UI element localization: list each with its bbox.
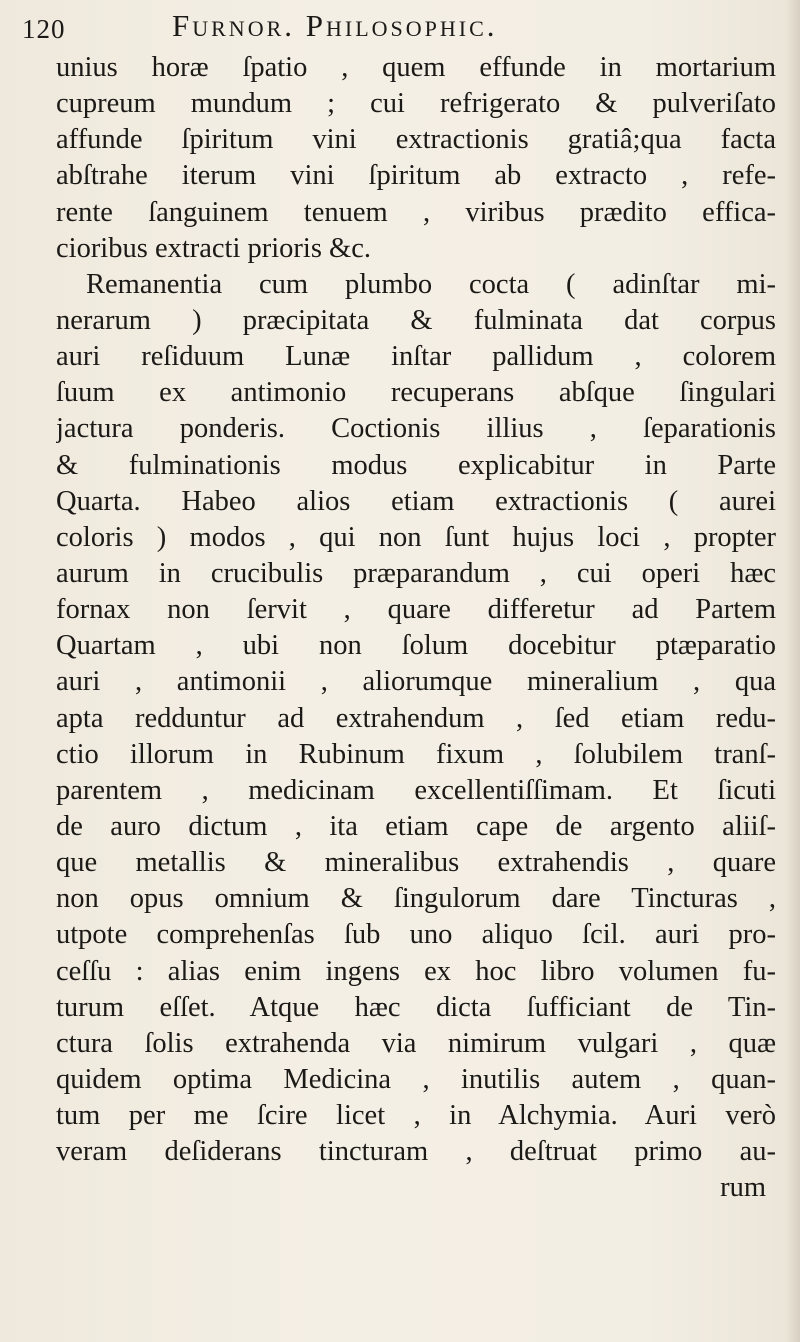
catchword: rum xyxy=(720,1172,766,1204)
text-line: rente ſanguinem tenuem , viribus prædito effica- xyxy=(56,196,776,228)
text-line: affunde ſpiritum vini extractionis gratiâ;qua facta xyxy=(56,124,776,156)
text-line: fornax non ſervit , quare differetur ad Partem xyxy=(56,594,776,626)
text-line: coloris ) modos , qui non ſunt hujus loci , propter xyxy=(56,521,776,553)
text-line: ctio illorum in Rubinum fixum , ſolubilem tranſ- xyxy=(56,738,776,770)
text-line: parentem , medicinam excellentiſſimam. Et ſicuti xyxy=(56,774,776,806)
text-line: abſtrahe iterum vini ſpiritum ab extracto , refe- xyxy=(56,160,776,192)
text-line: utpote comprehenſas ſub uno aliquo ſcil. auri pro- xyxy=(56,919,776,951)
text-line: quidem optima Medicina , inutilis autem , quan- xyxy=(56,1063,776,1095)
text-line: veram deſiderans tincturam , deſtruat primo au- xyxy=(56,1136,776,1168)
text-line: ceſſu : alias enim ingens ex hoc libro volumen fu- xyxy=(56,955,776,987)
text-line: unius horæ ſpatio , quem effunde in mortarium xyxy=(56,52,776,83)
text-line: auri reſiduum Lunæ inſtar pallidum , colorem xyxy=(56,341,776,373)
text-line: nerarum ) præcipitata & fulminata dat corpus xyxy=(56,304,776,336)
text-line: tum per me ſcire licet , in Alchymia. Auri verò xyxy=(56,1100,776,1132)
text-line: non opus omnium & ſingulorum dare Tincturas , xyxy=(56,883,776,915)
text-line: aurum in crucibulis præparandum , cui operi hæc xyxy=(56,557,776,589)
text-line: Quarta. Habeo alios etiam extractionis ( aurei xyxy=(56,485,776,517)
text-line: cioribus extracti prioris &c. xyxy=(56,232,371,264)
body-text xyxy=(56,50,776,1207)
text-line: ctura ſolis extrahenda via nimirum vulgari , quæ xyxy=(56,1027,776,1059)
text-line: turum eſſet. Atque hæc dicta ſufficiant de Tin- xyxy=(56,991,776,1023)
running-title: Furnor. Philosophic. xyxy=(172,8,498,43)
text-line: que metallis & mineralibus extrahendis , quare xyxy=(56,847,776,879)
page-edge-shadow xyxy=(786,0,800,1342)
text-line: Remanentia cum plumbo cocta ( adinſtar mi- xyxy=(86,268,776,300)
text-line: & fulminationis modus explicabitur in Parte xyxy=(56,449,776,481)
page-header xyxy=(22,6,782,46)
text-line: apta redduntur ad extrahendum , ſed etiam redu- xyxy=(56,702,776,734)
text-line: Quartam , ubi non ſolum docebitur ptæparatio xyxy=(56,630,776,662)
text-line: jactura ponderis. Coctionis illius , ſeparationis xyxy=(56,413,776,445)
text-line: ſuum ex antimonio recuperans abſque ſingulari xyxy=(56,377,776,409)
page-number: 120 xyxy=(22,14,66,44)
text-line: auri , antimonii , aliorumque mineralium , qua xyxy=(56,666,776,698)
text-line: cupreum mundum ; cui refrigerato & pulveriſato xyxy=(56,88,776,120)
text-line: de auro dictum , ita etiam cape de argento aliiſ- xyxy=(56,810,776,842)
